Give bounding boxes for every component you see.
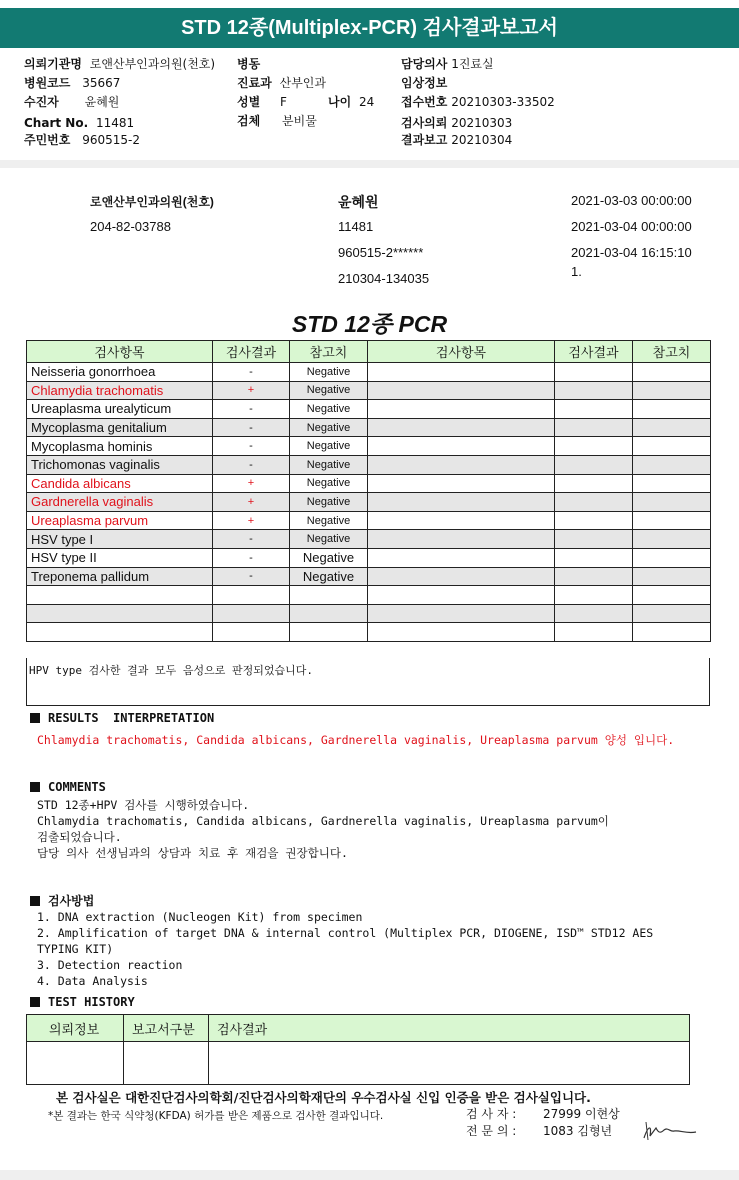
history-cell xyxy=(124,1042,209,1085)
reference-value: Negative xyxy=(290,381,368,400)
table-cell xyxy=(633,474,711,493)
test-item-name xyxy=(27,604,213,623)
id-value: 960515-2 xyxy=(82,133,140,147)
comment-line: 담당 의사 선생님과의 상담과 치료 후 재검을 권장합니다. xyxy=(37,846,348,860)
comments-heading xyxy=(30,780,106,794)
test-item-name: Mycoplasma hominis xyxy=(27,437,213,456)
comment-line: STD 12종+HPV 검사를 시행하였습니다. xyxy=(37,798,250,812)
table-cell xyxy=(633,548,711,567)
table-cell xyxy=(368,474,555,493)
age-value: 24 xyxy=(359,95,375,109)
reference-value: Negative xyxy=(290,418,368,437)
report-date-label: 결과보고 xyxy=(401,133,448,147)
table-cell xyxy=(368,400,555,419)
table-cell xyxy=(555,530,633,549)
table-cell xyxy=(555,567,633,586)
history-col-report-type: 보고서구분 xyxy=(124,1015,209,1042)
info-date-2: 2021-03-04 00:00:00 xyxy=(571,219,692,234)
chart-label: Chart No. xyxy=(24,116,89,130)
certification-text: 본 검사실은 대한진단검사의학회/진단검사의학재단의 우수검사실 신입 인증을 받은 검사실입니다. xyxy=(56,1090,591,1105)
history-col-request: 의뢰정보 xyxy=(27,1015,124,1042)
table-cell xyxy=(633,437,711,456)
table-cell xyxy=(633,530,711,549)
history-heading-text: TEST HISTORY xyxy=(48,995,135,1009)
table-cell xyxy=(368,455,555,474)
method-line: 4. Data Analysis xyxy=(37,974,148,988)
method-line: 1. DNA extraction (Nucleogen Kit) from specimen xyxy=(37,910,363,924)
col-ref-2: 참고치 xyxy=(633,341,711,363)
table-cell xyxy=(633,493,711,512)
clinical-label: 임상정보 xyxy=(401,76,448,90)
table-cell xyxy=(368,437,555,456)
table-cell xyxy=(555,548,633,567)
hospital-value: 로앤산부인과의원(천호) xyxy=(89,57,216,71)
col-item: 검사항목 xyxy=(27,341,213,363)
id-label: 주민번호 xyxy=(24,133,71,147)
table-cell xyxy=(368,548,555,567)
reference-value: Negative xyxy=(290,548,368,567)
reference-value: Negative xyxy=(290,400,368,419)
age-label: 나이 xyxy=(328,95,352,109)
signature-icon xyxy=(640,1118,700,1144)
reference-value: Negative xyxy=(290,363,368,382)
table-cell xyxy=(633,455,711,474)
test-item-name: HSV type I xyxy=(27,530,213,549)
interpretation-heading xyxy=(30,711,214,725)
table-cell xyxy=(633,604,711,623)
test-result: - xyxy=(213,455,290,474)
report-date-value: 20210304 xyxy=(451,133,513,147)
reference-value xyxy=(290,604,368,623)
table-row xyxy=(27,604,711,623)
comment-line: 검출되었습니다. xyxy=(37,830,122,844)
col-ref: 참고치 xyxy=(290,341,368,363)
kfda-text: *본 결과는 한국 식약청(KFDA) 허가를 받은 제품으로 검사한 결과입니다. xyxy=(48,1110,384,1122)
table-row xyxy=(27,623,711,642)
doctor-label: 담당의사 xyxy=(401,57,448,71)
patient-label: 수진자 xyxy=(24,95,59,109)
table-cell xyxy=(555,437,633,456)
comments-heading-text: COMMENTS xyxy=(48,780,106,794)
table-row xyxy=(27,511,711,530)
method-heading xyxy=(30,892,94,909)
bullet-square-icon xyxy=(30,997,40,1007)
table-cell xyxy=(633,586,711,605)
test-result: - xyxy=(213,530,290,549)
test-result xyxy=(213,604,290,623)
table-cell xyxy=(633,567,711,586)
bullet-square-icon xyxy=(30,782,40,792)
info-hospital: 로앤산부인과의원(천호) xyxy=(90,195,214,209)
reception-label: 접수번호 xyxy=(401,95,448,109)
dept-value: 산부인과 xyxy=(279,76,326,90)
chart-value: 11481 xyxy=(95,116,135,130)
reference-value xyxy=(290,586,368,605)
col-result: 검사결과 xyxy=(213,341,290,363)
history-col-result: 검사결과 xyxy=(209,1015,690,1042)
test-result: - xyxy=(213,437,290,456)
table-cell xyxy=(368,604,555,623)
test-item-name: Gardnerella vaginalis xyxy=(27,493,213,512)
test-result: + xyxy=(213,511,290,530)
tester-value: 27999 이현상 xyxy=(543,1107,620,1121)
table-row xyxy=(27,400,711,419)
interpretation-text: Chlamydia trachomatis, Candida albicans, Gardnerella vaginalis, Ureaplasma parvum 양성 입니다. xyxy=(37,733,675,747)
info-page: 1. xyxy=(571,264,582,279)
table-cell xyxy=(368,363,555,382)
info-chart-no: 11481 xyxy=(338,219,374,234)
method-heading-text: 검사방법 xyxy=(48,894,95,908)
table-cell xyxy=(368,567,555,586)
info-patient-name: 윤혜원 xyxy=(338,194,379,210)
table-cell xyxy=(633,381,711,400)
bullet-square-icon xyxy=(30,713,40,723)
table-cell xyxy=(555,474,633,493)
history-heading xyxy=(30,995,135,1009)
test-item-name: Mycoplasma genitalium xyxy=(27,418,213,437)
table-cell xyxy=(633,363,711,382)
table-cell xyxy=(633,623,711,642)
test-item-name: Ureaplasma parvum xyxy=(27,511,213,530)
test-result: - xyxy=(213,363,290,382)
dept-label: 진료과 xyxy=(237,76,272,90)
method-body xyxy=(37,909,653,989)
table-cell xyxy=(633,418,711,437)
table-cell xyxy=(368,493,555,512)
table-cell xyxy=(555,511,633,530)
history-cell xyxy=(27,1042,124,1085)
table-row xyxy=(27,567,711,586)
ward-label: 병동 xyxy=(237,57,261,71)
test-item-name xyxy=(27,586,213,605)
table-cell xyxy=(555,586,633,605)
test-item-name: Neisseria gonorrhoea xyxy=(27,363,213,382)
table-cell xyxy=(368,530,555,549)
table-cell xyxy=(555,381,633,400)
comment-line: Chlamydia trachomatis, Candida albicans, Gardnerella vaginalis, Ureaplasma parvum이 xyxy=(37,814,609,828)
history-cell xyxy=(209,1042,690,1085)
table-cell xyxy=(368,418,555,437)
pcr-title: STD 12종 PCR xyxy=(291,311,448,337)
table-cell xyxy=(368,381,555,400)
col-result-2: 검사결과 xyxy=(555,341,633,363)
test-item-name: Ureaplasma urealyticum xyxy=(27,400,213,419)
footer-band xyxy=(0,1170,739,1180)
reference-value: Negative xyxy=(290,567,368,586)
test-result: + xyxy=(213,474,290,493)
specimen-label: 검체 xyxy=(237,114,261,128)
table-cell xyxy=(368,586,555,605)
test-item-name: HSV type II xyxy=(27,548,213,567)
patient-value: 윤혜원 xyxy=(84,95,120,109)
test-result: + xyxy=(213,381,290,400)
doctor-value: 1진료실 xyxy=(451,57,494,71)
table-row xyxy=(27,474,711,493)
sex-label: 성별 xyxy=(237,95,261,109)
table-cell xyxy=(633,511,711,530)
test-result: - xyxy=(213,567,290,586)
table-row xyxy=(27,381,711,400)
method-line: TYPING KIT) xyxy=(37,942,114,956)
reference-value: Negative xyxy=(290,493,368,512)
report-title: STD 12종(Multiplex-PCR) 검사결과보고서 xyxy=(0,8,739,48)
reference-value xyxy=(290,623,368,642)
interpretation-heading-text: RESULTS INTERPRETATION xyxy=(48,711,215,725)
table-row xyxy=(27,437,711,456)
results-table xyxy=(26,340,711,642)
table-cell xyxy=(555,363,633,382)
table-row xyxy=(27,530,711,549)
table-cell xyxy=(555,400,633,419)
table-note: HPV type 검사한 결과 모두 음성으로 판정되었습니다. xyxy=(26,658,710,706)
test-item-name: Candida albicans xyxy=(27,474,213,493)
code-value: 35667 xyxy=(82,76,121,90)
test-item-name: Treponema pallidum xyxy=(27,567,213,586)
table-cell xyxy=(555,623,633,642)
history-row xyxy=(27,1042,690,1085)
method-line: 3. Detection reaction xyxy=(37,958,183,972)
table-cell xyxy=(555,455,633,474)
table-cell xyxy=(368,623,555,642)
history-table xyxy=(26,1014,690,1085)
table-row xyxy=(27,586,711,605)
request-label: 검사의뢰 xyxy=(401,116,448,130)
tester-label: 검 사 자 : xyxy=(466,1107,517,1121)
code-label: 병원코드 xyxy=(24,76,71,90)
table-cell xyxy=(555,493,633,512)
comments-body xyxy=(37,797,609,861)
info-date-1: 2021-03-03 00:00:00 xyxy=(571,193,692,208)
table-row xyxy=(27,455,711,474)
history-header-row xyxy=(27,1015,690,1042)
specimen-value: 분비물 xyxy=(282,114,317,128)
table-row xyxy=(27,548,711,567)
reference-value: Negative xyxy=(290,530,368,549)
test-result: - xyxy=(213,418,290,437)
reference-value: Negative xyxy=(290,511,368,530)
method-line: 2. Amplification of target DNA & internal control (Multiplex PCR, DIOGENE, ISD™ STD12 AES xyxy=(37,926,654,940)
table-cell xyxy=(555,604,633,623)
info-resident-no: 960515-2****** xyxy=(338,245,424,260)
test-item-name xyxy=(27,623,213,642)
info-date-3: 2021-03-04 16:15:10 xyxy=(571,245,692,260)
test-item-name: Chlamydia trachomatis xyxy=(27,381,213,400)
hospital-label: 의뢰기관명 xyxy=(24,57,82,71)
table-row xyxy=(27,493,711,512)
table-row xyxy=(27,363,711,382)
reception-value: 20210303-33502 xyxy=(451,95,555,109)
specialist-label: 전 문 의 : xyxy=(466,1124,517,1138)
test-result xyxy=(213,623,290,642)
reference-value: Negative xyxy=(290,455,368,474)
info-sample-id: 210304-134035 xyxy=(338,271,430,286)
info-business-number: 204-82-03788 xyxy=(90,219,171,234)
reference-value: Negative xyxy=(290,474,368,493)
divider xyxy=(0,160,739,168)
table-cell xyxy=(633,400,711,419)
table-row xyxy=(27,418,711,437)
table-cell xyxy=(368,511,555,530)
table-header-row xyxy=(27,341,711,363)
table-cell xyxy=(555,418,633,437)
sex-value: F xyxy=(280,95,287,109)
test-result: - xyxy=(213,548,290,567)
col-item-2: 검사항목 xyxy=(368,341,555,363)
request-value: 20210303 xyxy=(451,116,513,130)
reference-value: Negative xyxy=(290,437,368,456)
specialist-value: 1083 김형년 xyxy=(543,1124,613,1138)
bullet-square-icon xyxy=(30,896,40,906)
test-result: + xyxy=(213,493,290,512)
test-item-name: Trichomonas vaginalis xyxy=(27,455,213,474)
test-result xyxy=(213,586,290,605)
test-result: - xyxy=(213,400,290,419)
